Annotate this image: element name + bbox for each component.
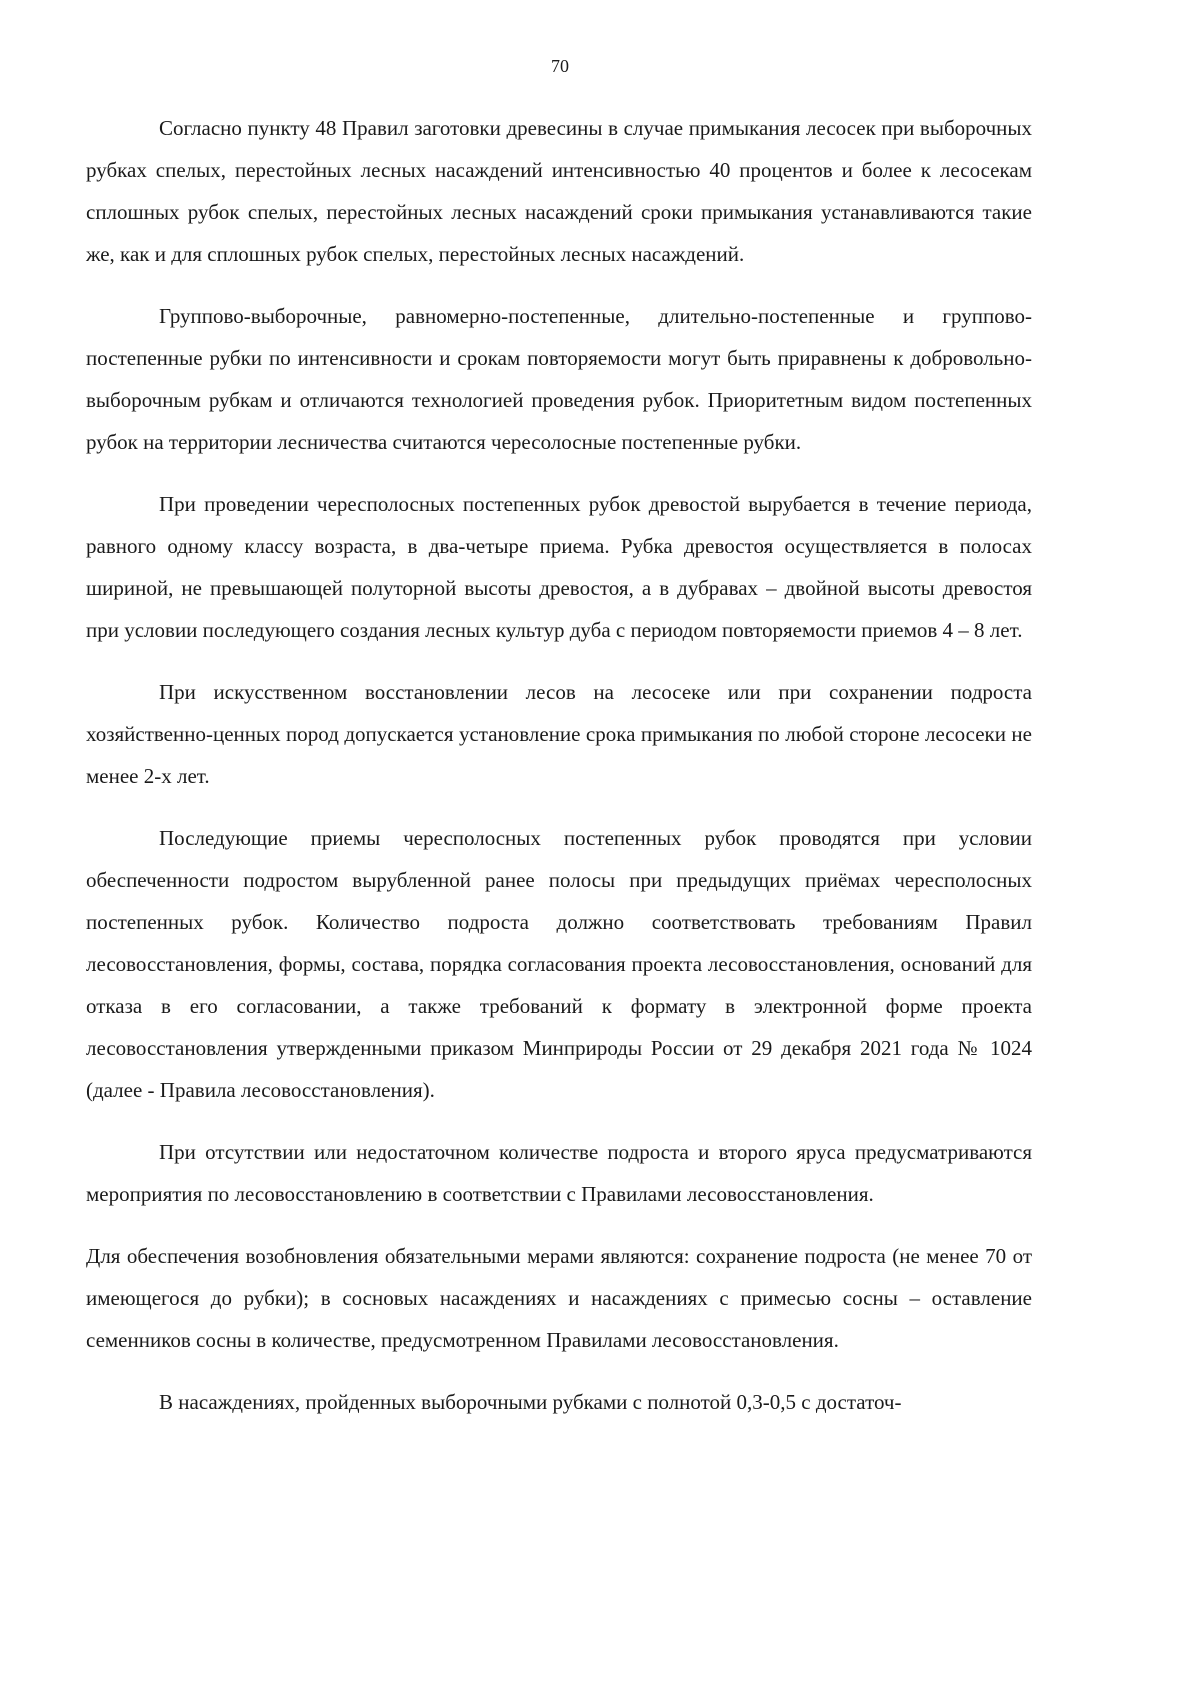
paragraph-6: При отсутствии или недостаточном количестве подроста и второго яруса предусматриваются мероприятия по лесовосстановлению в соответствии с Правилами лесовосстановления. — [86, 1140, 1032, 1206]
page-number: 70 — [551, 56, 569, 76]
paragraph-7: Для обеспечения возобновления обязательными мерами являются: сохранение подроста (не менее 70 от имеющегося до рубки); в сосновых насаждениях и насаждениях с примесью сосны – оставление семенников сосны в количестве, предусмотренном Правилами лесовосстановления. — [86, 1244, 1032, 1352]
document-body — [86, 107, 1032, 1443]
paragraph-3: При проведении чересполосных постепенных рубок древостой вырубается в течение периода, равного одному классу возраста, в два-четыре приема. Рубка древостоя осуществляется в полосах шириной, не превышающей полуторной высоты древостоя, а в дубравах – двойной высоты древостоя при условии последующего создания лесных культур дуба с периодом повторяемости приемов 4 – 8 лет. — [86, 492, 1032, 642]
paragraph-2: Группово-выборочные, равномерно-постепенные, длительно-постепенные и группово-постепенные рубки по интенсивности и срокам повторяемости могут быть приравнены к добровольно-выборочным рубкам и отличаются технологией проведения рубок. Приоритетным видом постепенных рубок на территории лесничества считаются чересолосные постепенные рубки. — [86, 304, 1032, 454]
paragraph-4: При искусственном восстановлении лесов на лесосеке или при сохранении подроста хозяйственно-ценных пород допускается установление срока примыкания по любой стороне лесосеки не менее 2-х лет. — [86, 680, 1032, 788]
paragraph-8: В насаждениях, пройденных выборочными рубками с полнотой 0,3-0,5 с достаточ- — [159, 1390, 902, 1414]
paragraph-1: Согласно пункту 48 Правил заготовки древесины в случае примыкания лесосек при выборочных рубках спелых, перестойных лесных насаждений интенсивностью 40 процентов и более к лесосекам сплошных рубок спелых, перестойных лесных насаждений сроки примыкания устанавливаются такие же, как и для сплошных рубок спелых, перестойных лесных насаждений. — [86, 116, 1032, 266]
paragraph-5: Последующие приемы чересполосных постепенных рубок проводятся при условии обеспеченности подростом вырубленной ранее полосы при предыдущих приёмах чересполосных постепенных рубок. Количество подроста должно соответствовать требованиям Правил лесовосстановления, формы, состава, порядка согласования проекта лесовосстановления, оснований для отказа в его согласовании, а также требований к формату в электронной форме проекта лесовосстановления утвержденными приказом Минприроды России от 29 декабря 2021 года № 1024 (далее - Правила лесовосстановления). — [86, 826, 1032, 1102]
